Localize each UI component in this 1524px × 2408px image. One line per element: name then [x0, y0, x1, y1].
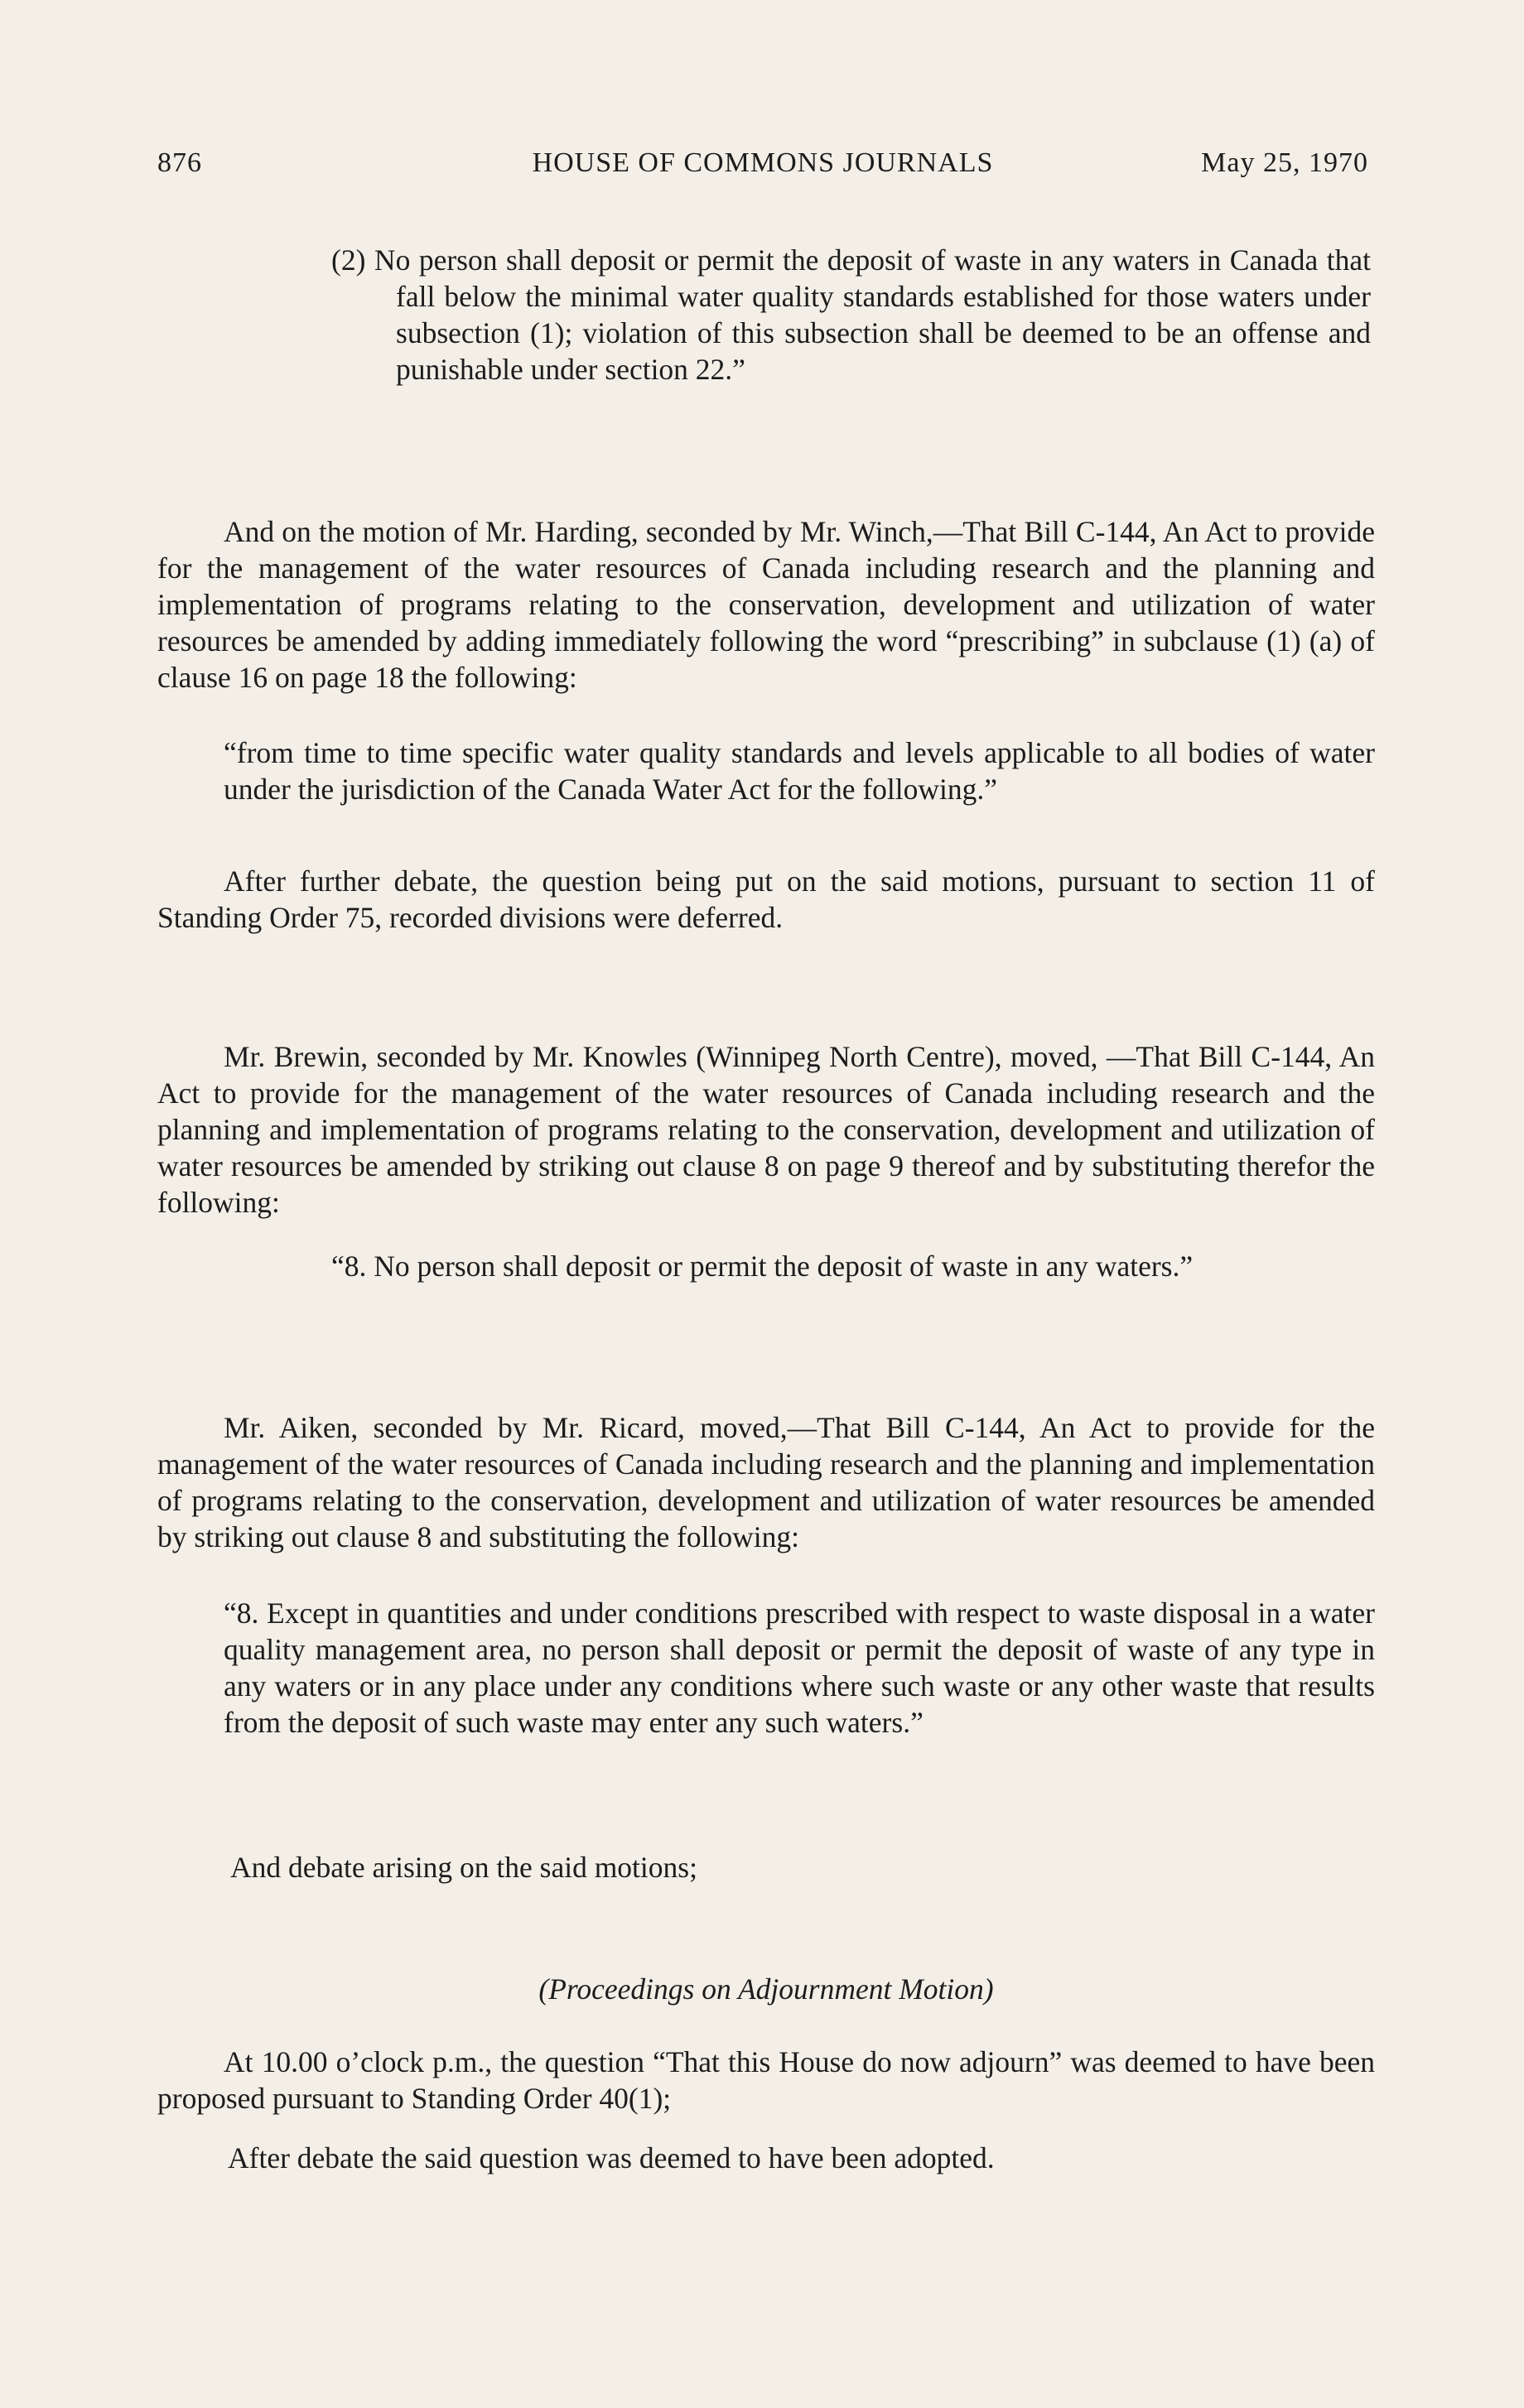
journal-title: HOUSE OF COMMONS JOURNALS [532, 147, 994, 178]
adjournment-question-block [157, 2044, 1375, 2117]
adjournment-heading-block [157, 1971, 1375, 2007]
subsection-2-text: (2) No person shall deposit or permit the deposit of waste in any waters in Canada that fall below the minimal water quality standards established for those waters under subsection (1); violation of this subsection shall be deemed to be an offense and punishable under section 22.” [331, 243, 1371, 386]
brewin-quote-block [157, 1248, 1375, 1284]
brewin-motion-block [157, 1038, 1375, 1221]
brewin-motion-paragraph: Mr. Brewin, seconded by Mr. Knowles (Winnipeg North Centre), moved, —That Bill C-144, An Act to provide for the management of the water resources of Canada including research and the planning and implementation of programs relating to the conservation, development and utilization of water resources be amended by striking out clause 8 on page 9 thereof and by substituting therefor the following: [157, 1040, 1375, 1219]
adjournment-question-paragraph: At 10.00 o’clock p.m., the question “That this House do now adjourn” was deemed to have been proposed pursuant to Standing Order 40(1); [157, 2045, 1375, 2115]
harding-quote-block [157, 734, 1375, 807]
harding-motion-paragraph: And on the motion of Mr. Harding, seconded by Mr. Winch,—That Bill C-144, An Act to provide for the management of the water resources of Canada including research and the planning and implementation of programs relating to the conservation, development and utilization of water resources be amended by adding immediately following the word “prescribing” in subclause (1) (a) of clause 16 on page 18 the following: [157, 515, 1375, 694]
adopted-paragraph: After debate the said question was deemed to have been adopted. [228, 2141, 995, 2174]
aiken-quote-block [157, 1595, 1375, 1741]
debate-arising-block [157, 1849, 1375, 1885]
debate-arising-paragraph: And debate arising on the said motions; [230, 1851, 697, 1884]
page-header [157, 147, 1368, 189]
brewin-amendment-quote: “8. No person shall deposit or permit the deposit of waste in any waters.” [331, 1250, 1194, 1283]
harding-amendment-quote: “from time to time specific water quality standards and levels applicable to all bodies of water under the jurisdiction of the Canada Water Act for the following.” [224, 736, 1375, 806]
further-debate-block [157, 863, 1375, 936]
adjournment-heading: (Proceedings on Adjournment Motion) [538, 1972, 994, 2006]
adopted-block [157, 2140, 1375, 2176]
harding-motion-block [157, 513, 1375, 696]
aiken-motion-paragraph: Mr. Aiken, seconded by Mr. Ricard, moved,—That Bill C-144, An Act to provide for the management of the water resources of Canada including research and the planning and implementation of programs relating to the conservation, development and utilization of water resources be amended by striking out clause 8 and substituting the following: [157, 1411, 1375, 1553]
page-date: May 25, 1970 [1201, 147, 1368, 178]
further-debate-paragraph: After further debate, the question being put on the said motions, pursuant to section 11 of Standing Order 75, recorded divisions were deferred. [157, 864, 1375, 934]
subsection-2-block [234, 242, 1371, 388]
aiken-motion-block [157, 1409, 1375, 1555]
aiken-amendment-quote: “8. Except in quantities and under conditions prescribed with respect to waste disposal in a water quality management area, no person shall deposit or permit the deposit of waste of any type in any waters or in any place under any conditions where such waste or any other waste that results from the deposit of such waste may enter any such waters.” [224, 1597, 1375, 1739]
page-number: 876 [157, 147, 202, 178]
